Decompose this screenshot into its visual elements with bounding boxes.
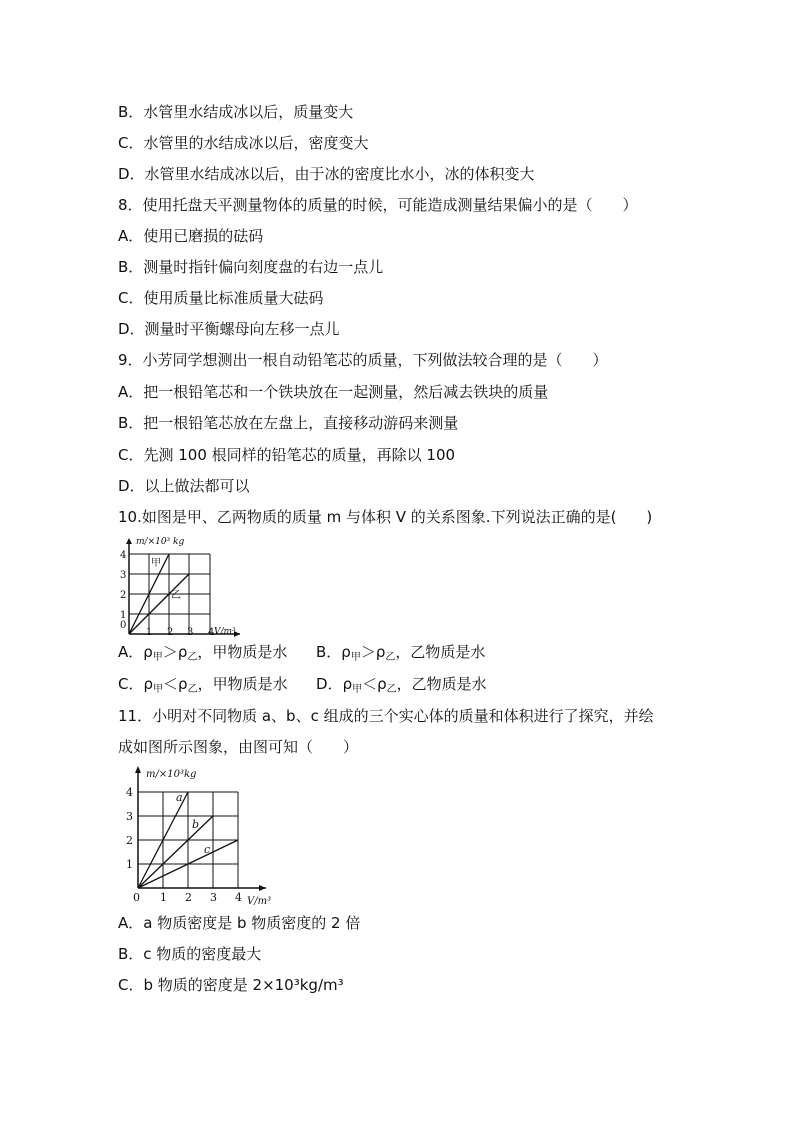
series-yi-line [129, 574, 189, 634]
q7-option-b: B．水管里水结成冰以后，质量变大 [118, 103, 354, 121]
q10-x-label: V/m³ [214, 627, 236, 637]
q9-stem: 9．小芳同学想测出一根自动铅笔芯的质量，下列做法较合理的是（ ） [118, 351, 608, 369]
q11-graph [120, 762, 276, 908]
y-axis-arrow [135, 766, 141, 773]
q8-option-d: D．测量时平衡螺母向左移一点儿 [118, 320, 340, 338]
x-axis-arrow [259, 885, 266, 891]
q11-label-a: a [176, 791, 183, 804]
q11-ytick-1: 1 [126, 858, 133, 871]
q10-option-d: D．$\rho_甲<\rho_乙$，乙物质是水 [316, 675, 487, 695]
q11-stem-line1: 11．小明对不同物质 a、b、c 组成的三个实心体的质量和体积进行了探究，并绘 [118, 707, 654, 725]
q11-label-c: c [204, 843, 211, 856]
q10-stem: 10.如图是甲、乙两物质的质量 m 与体积 V 的关系图象.下列说法正确的是( ) [118, 508, 653, 526]
q11-stem-line2: 成如图所示图象，由图可知（ ） [118, 738, 359, 756]
q11-xtick-2: 2 [185, 891, 192, 904]
q10-ytick-2: 2 [120, 590, 127, 601]
q10-ytick-3: 3 [120, 570, 127, 581]
q10-graph [116, 534, 252, 638]
q10-option-c: C．$\rho_甲<\rho_乙$，甲物质是水 [118, 675, 288, 695]
y-axis-arrow [126, 538, 132, 544]
q9-option-c: C．先测 100 根同样的铅笔芯的质量，再除以 100 [118, 446, 456, 464]
q9-option-d: D．以上做法都可以 [118, 477, 250, 495]
q11-origin: 0 [133, 891, 140, 904]
q8-option-a: A．使用已磨损的砝码 [118, 227, 264, 245]
q8-option-b: B．测量时指针偏向刻度盘的右边一点儿 [118, 258, 384, 276]
q8-option-c: C．使用质量比标准质量大砝码 [118, 289, 324, 307]
q9-option-a: A．把一根铅笔芯和一个铁块放在一起测量，然后减去铁块的质量 [118, 383, 549, 401]
q10-option-b: B．$\rho_甲>\rho_乙$，乙物质是水 [316, 643, 486, 663]
q10-xtick-3: 3 [187, 627, 194, 638]
q10-xtick-2: 2 [167, 627, 174, 638]
q9-option-b: B．把一根铅笔芯放在左盘上，直接移动游码来测量 [118, 414, 459, 432]
q7-option-c: C．水管里的水结成冰以后，密度变大 [118, 134, 369, 152]
q11-label-b: b [192, 818, 200, 831]
q11-ytick-4: 4 [126, 786, 133, 799]
q11-xtick-1: 1 [160, 891, 167, 904]
q10-option-a: A．$\rho_甲>\rho_乙$，甲物质是水 [118, 643, 288, 663]
q10-y-label: m/×10³ kg [136, 537, 185, 547]
q8-stem: 8．使用托盘天平测量物体的质量的时候，可能造成测量结果偏小的是（ ） [118, 196, 638, 214]
q11-x-label: V/m³ [247, 896, 272, 907]
q10-ytick-4: 4 [120, 550, 127, 561]
q10-label-yi: 乙 [171, 590, 181, 601]
q7-option-d: D．水管里水结成冰以后，由于冰的密度比水小，冰的体积变大 [118, 165, 535, 183]
q11-y-label: m/×10³kg [146, 769, 197, 780]
q10-origin: 0 [120, 620, 127, 631]
q10-xtick-4: 4 [208, 627, 215, 638]
q11-xtick-3: 3 [210, 891, 217, 904]
q10-xtick-1: 1 [146, 627, 153, 638]
q11-option-a: A．a 物质密度是 b 物质密度的 2 倍 [118, 914, 361, 932]
q10-ytick-1: 1 [120, 610, 127, 621]
series-b-line [138, 816, 213, 888]
q11-ytick-2: 2 [126, 834, 133, 847]
q11-option-c: C．b 物质的密度是 2×10³kg/m³ [118, 976, 344, 994]
q11-ytick-3: 3 [126, 810, 133, 823]
q10-label-jia: 甲 [151, 558, 161, 569]
q11-option-b: B．c 物质的密度最大 [118, 945, 262, 963]
q11-xtick-4: 4 [235, 891, 242, 904]
